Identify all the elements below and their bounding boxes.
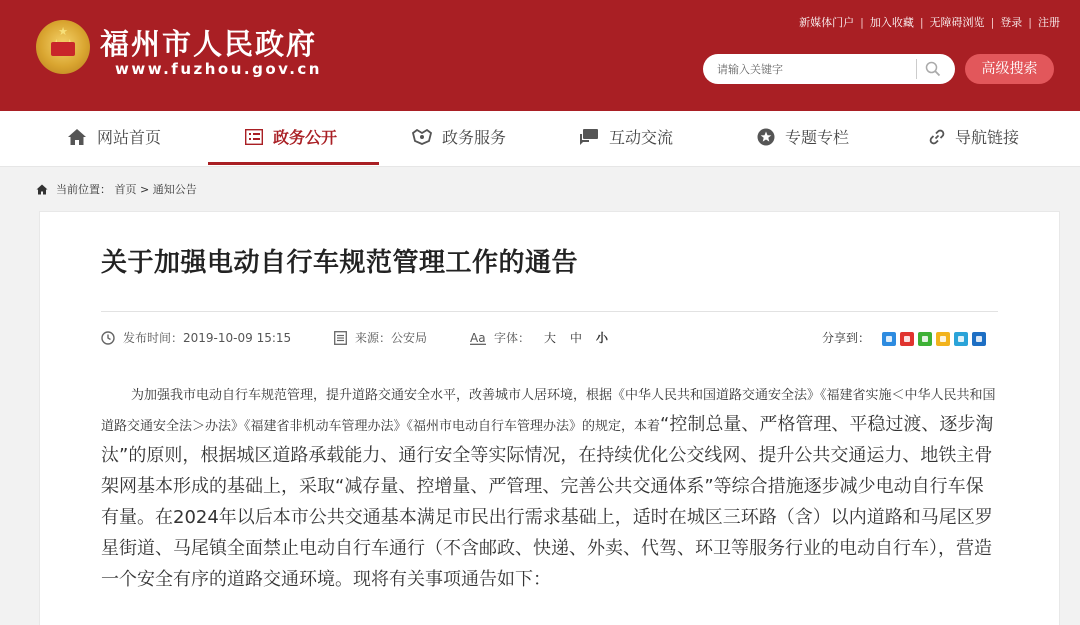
home-icon (36, 184, 48, 195)
share-label: 分享到： (822, 331, 871, 345)
article-body (101, 382, 1001, 596)
wechat-icon[interactable] (918, 332, 932, 346)
top-links: 新媒体门户 | 加入收藏 | 无障碍浏览 | 登录 | 注册 (799, 16, 1060, 29)
document-icon (334, 331, 347, 345)
site-name[interactable]: 福州市人民政府 (100, 27, 318, 61)
title-divider (101, 311, 998, 312)
nav-item-interaction[interactable] (579, 111, 673, 167)
weibo-icon[interactable] (900, 332, 914, 346)
nav-label: 互动交流 (609, 128, 674, 147)
national-emblem-icon: ★ (36, 20, 90, 74)
nav-label: 专题专栏 (785, 128, 850, 147)
clock-icon (101, 331, 115, 345)
paragraph-small-text: 为加强我市电动自行车规范管理，提升道路交通安全水平，改善城市人居环境，根据《中华人民共和国道路交通安全法》《福建省实施＜中华人民共和国道路交通安全法＞办法》《福建省非机动车管理办法》《福州市电动自行车管理办法》的规定，本着 (101, 388, 996, 434)
nav-label: 网站首页 (97, 128, 162, 147)
search-box (703, 54, 955, 84)
search-input[interactable] (717, 60, 907, 78)
tqq-icon[interactable] (954, 332, 968, 346)
nav-label: 导航链接 (955, 128, 1020, 147)
service-icon (412, 129, 432, 145)
link-accessibility[interactable]: 无障碍浏览 (929, 16, 985, 29)
chat-icon (579, 128, 599, 146)
font-size-medium[interactable]: 中 (570, 331, 583, 345)
nav-item-government-services[interactable] (412, 111, 506, 167)
link-add-favorite[interactable]: 加入收藏 (869, 16, 914, 29)
source: 来源：公安局 (334, 329, 427, 346)
share-more-icon[interactable] (882, 332, 896, 346)
qzone-icon[interactable] (936, 332, 950, 346)
link-icon (929, 129, 945, 145)
nav-label: 政务服务 (442, 128, 507, 147)
svg-text:Aa: Aa (470, 330, 486, 345)
active-tab-indicator (208, 162, 379, 165)
breadcrumb-home[interactable]: 首页 (114, 183, 137, 196)
breadcrumb-notices[interactable]: 通知公告 (152, 183, 197, 196)
breadcrumb-separator: > (136, 183, 153, 196)
star-icon (757, 128, 775, 146)
nav-label: 政务公开 (273, 128, 338, 147)
font-size-small[interactable]: 小 (596, 331, 609, 345)
link-register[interactable]: 注册 (1038, 16, 1060, 29)
renren-icon[interactable] (972, 332, 986, 346)
search-icon[interactable] (925, 61, 941, 77)
article-paragraph (101, 382, 1001, 596)
home-icon (67, 128, 87, 146)
share-bar (822, 329, 986, 346)
publish-time-value: 2019-10-09 15:15 (183, 331, 292, 345)
link-new-media[interactable]: 新媒体门户 (799, 16, 855, 29)
site-header (0, 0, 1080, 111)
breadcrumb-prefix: 当前位置： (56, 183, 111, 196)
share-icons (878, 331, 986, 346)
source-value: 公安局 (391, 331, 428, 345)
article-panel (39, 211, 1060, 625)
nav-item-government-affairs[interactable] (245, 111, 337, 167)
advanced-search-button[interactable]: 高级搜索 (965, 54, 1054, 84)
link-login[interactable]: 登录 (1000, 16, 1023, 29)
site-url: www.fuzhou.gov.cn (115, 60, 322, 78)
paragraph-large-text: “控制总量、严格管理、平稳过渡、逐步淘汰”的原则，根据城区道路承载能力、通行安全等实际情况，在持续优化公交线网、提升公共交通运力、地铁主骨架网基本形成的基础上，采取“减存量、控增量、严管理、完善公共交通体系”等综合措施逐步减少电动自行车保有量。在2024年以后本市公共交通基本满足市民出行需求基础上，适时在城区三环路（含）以内道路和马尾区罗星街道、马尾镇全面禁止电动自行车通行（不含邮政、快递、外卖、代驾、环卫等服务行业的电动自行车），营造一个安全有序的道路交通环境。现将有关事项通告如下： (101, 414, 994, 590)
breadcrumb (36, 181, 197, 197)
main-nav (0, 111, 1080, 167)
font-size-icon (470, 331, 486, 345)
article-title: 关于加强电动自行车规范管理工作的通告 (101, 248, 579, 278)
nav-item-home[interactable] (67, 111, 161, 167)
list-icon (245, 129, 263, 145)
nav-item-navigation-links[interactable] (929, 111, 1019, 167)
nav-item-special-topics[interactable] (757, 111, 849, 167)
font-size-controls: Aa 字体： 大 中 小 (470, 330, 609, 345)
search-divider (916, 59, 917, 79)
publish-time: 发布时间：2019-10-09 15:15 (101, 329, 291, 346)
font-size-large[interactable]: 大 (544, 331, 557, 345)
